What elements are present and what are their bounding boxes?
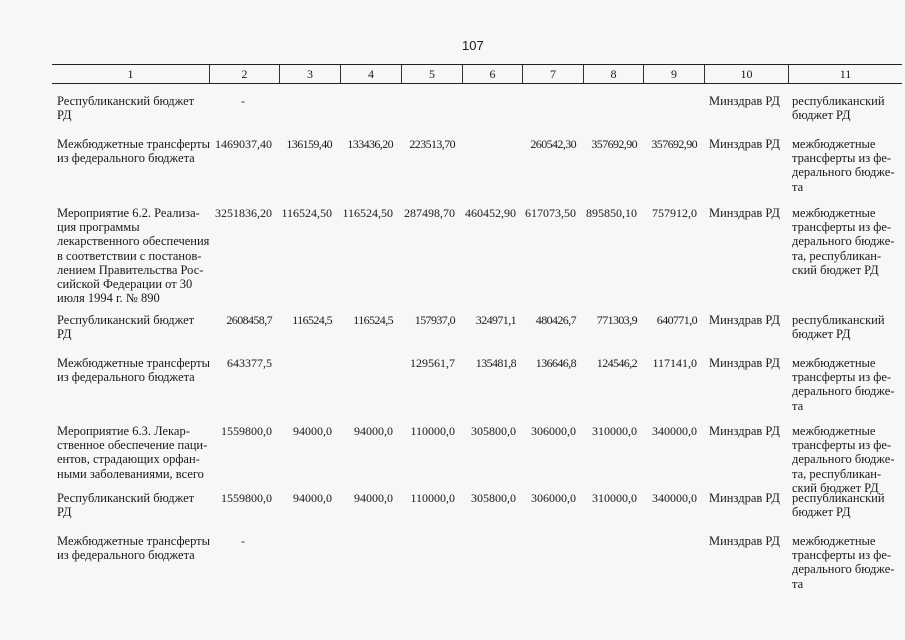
row-8-executor: Минздрав РД [709, 534, 780, 548]
row-5-value-col-7: 136646,8 [535, 356, 576, 370]
row-7-funding-source: республиканский бюджет РД [792, 491, 885, 520]
row-5-executor: Минздрав РД [709, 356, 780, 370]
row-7-value-col-9: 340000,0 [652, 491, 697, 505]
row-4-value-col-5: 157937,0 [414, 313, 455, 327]
row-3-name: Мероприятие 6.2. Реализа- ция программы лекарственного обеспечения в соответствии с постанов- лением Правительства Рос- сийской Федерации от 30 июля 1994 г. № 890 [57, 206, 210, 306]
row-7-value-col-4: 94000,0 [354, 491, 393, 505]
row-4-value-col-7: 480426,7 [535, 313, 576, 327]
row-1-funding-source: республиканский бюджет РД [792, 94, 885, 123]
row-4-value-col-9: 640771,0 [656, 313, 697, 327]
header-col-6: 6 [462, 65, 522, 83]
header-col-1: 1 [127, 67, 134, 81]
page-number: 107 [462, 38, 484, 53]
row-1-executor: Минздрав РД [709, 94, 780, 108]
row-6-executor: Минздрав РД [709, 424, 780, 438]
row-3-value-col-4: 116524,50 [342, 206, 393, 220]
row-3-value-col-3: 116524,50 [281, 206, 332, 220]
row-2-value-col-8: 357692,90 [591, 137, 637, 151]
row-5-value-col-5: 129561,7 [410, 356, 455, 370]
row-7-value-col-6: 305800,0 [471, 491, 516, 505]
row-1-name: Республиканский бюджет РД [57, 94, 195, 123]
row-8-name: Межбюджетные трансферты из федерального бюджета [57, 534, 211, 563]
row-7-executor: Минздрав РД [709, 491, 780, 505]
row-6-value-col-2: 1559800,0 [221, 424, 272, 438]
row-6-value-col-7: 306000,0 [531, 424, 576, 438]
row-2-value-col-5: 223513,70 [409, 137, 455, 151]
row-5-value-col-9: 117141,0 [652, 356, 697, 370]
row-5-value-col-2: 643377,5 [227, 356, 272, 370]
header-col-9: 9 [643, 65, 704, 83]
row-3-funding-source: межбюджетные трансферты из фе- дерального бюдже- та, республикан- ский бюджет РД [792, 206, 895, 277]
row-2-value-col-9: 357692,90 [651, 137, 697, 151]
row-7-value-col-5: 110000,0 [410, 491, 455, 505]
row-4-value-col-6: 324971,1 [475, 313, 516, 327]
table-header [52, 64, 902, 84]
row-6-value-col-9: 340000,0 [652, 424, 697, 438]
header-col-7: 7 [522, 65, 583, 83]
row-4-value-col-4: 116524,5 [353, 313, 393, 327]
row-2-value-col-2: 1469037,40 [215, 137, 272, 151]
row-4-executor: Минздрав РД [709, 313, 780, 327]
row-4-value-col-3: 116524,5 [292, 313, 332, 327]
row-2-value-col-3: 136159,40 [286, 137, 332, 151]
header-col-5: 5 [401, 65, 462, 83]
row-7-value-col-8: 310000,0 [592, 491, 637, 505]
row-3-executor: Минздрав РД [709, 206, 780, 220]
row-2-executor: Минздрав РД [709, 137, 780, 151]
row-6-value-col-3: 94000,0 [293, 424, 332, 438]
row-3-value-col-9: 757912,0 [652, 206, 697, 220]
row-2-funding-source: межбюджетные трансферты из фе- дерального бюдже- та [792, 137, 895, 194]
row-7-name: Республиканский бюджет РД [57, 491, 195, 520]
row-1-value-col-2: - [241, 94, 245, 108]
row-3-value-col-5: 287498,70 [404, 206, 455, 220]
row-2-value-col-4: 133436,20 [347, 137, 393, 151]
header-col-11: 11 [788, 65, 902, 83]
row-8-value-col-2: - [241, 534, 245, 548]
row-3-value-col-2: 3251836,20 [215, 206, 272, 220]
row-5-funding-source: межбюджетные трансферты из фе- дерального бюдже- та [792, 356, 895, 413]
row-3-value-col-6: 460452,90 [465, 206, 516, 220]
row-4-value-col-8: 771303,9 [596, 313, 637, 327]
header-col-2: 2 [209, 65, 279, 83]
row-6-value-col-5: 110000,0 [410, 424, 455, 438]
row-6-name: Мероприятие 6.3. Лекар- ственное обеспечение паци- ентов, страдающих орфан- ными заболеваниями, всего [57, 424, 208, 481]
row-6-funding-source: межбюджетные трансферты из фе- дерального бюдже- та, республикан- ский бюджет РД [792, 424, 895, 495]
row-3-value-col-7: 617073,50 [525, 206, 576, 220]
row-7-value-col-7: 306000,0 [531, 491, 576, 505]
row-4-funding-source: республиканский бюджет РД [792, 313, 885, 342]
row-7-value-col-2: 1559800,0 [221, 491, 272, 505]
row-8-funding-source: межбюджетные трансферты из фе- дерального бюдже- та [792, 534, 895, 591]
row-7-value-col-3: 94000,0 [293, 491, 332, 505]
row-6-value-col-8: 310000,0 [592, 424, 637, 438]
header-col-3: 3 [279, 65, 340, 83]
row-5-value-col-8: 124546,2 [596, 356, 637, 370]
header-col-8: 8 [583, 65, 643, 83]
row-5-name: Межбюджетные трансферты из федерального бюджета [57, 356, 211, 385]
row-5-value-col-6: 135481,8 [475, 356, 516, 370]
row-2-name: Межбюджетные трансферты из федерального бюджета [57, 137, 211, 166]
row-4-name: Республиканский бюджет РД [57, 313, 195, 342]
row-6-value-col-6: 305800,0 [471, 424, 516, 438]
row-3-value-col-8: 895850,10 [586, 206, 637, 220]
row-6-value-col-4: 94000,0 [354, 424, 393, 438]
header-col-4: 4 [340, 65, 401, 83]
row-2-value-col-7: 260542,30 [530, 137, 576, 151]
header-col-10: 10 [704, 65, 788, 83]
row-4-value-col-2: 2608458,7 [226, 313, 272, 327]
